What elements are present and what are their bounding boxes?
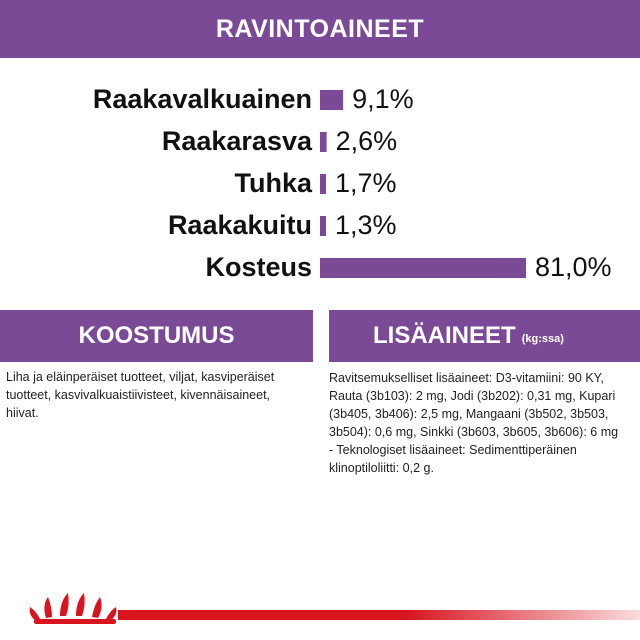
- category-label: Raakavalkuainen: [92, 84, 312, 114]
- crown-icon: [20, 585, 130, 630]
- composition-text: [6, 368, 306, 422]
- bar: [320, 90, 343, 110]
- additives-text: [329, 369, 619, 477]
- nutrients-title: RAVINTOAINEET: [215, 14, 425, 43]
- value-label: 1,3%: [335, 210, 397, 240]
- value-label: 81,0%: [535, 252, 612, 282]
- value-label: 1,7%: [335, 168, 397, 198]
- value-label: 2,6%: [335, 126, 398, 156]
- composition-line: tuotteet, kasvivalkuaistiivisteet, kivennäisaineet, hiivat.: [6, 388, 271, 420]
- category-label: Raakarasva: [161, 126, 312, 156]
- bar: [320, 174, 326, 194]
- additives-line: 3b504): 0,6 mg, Sinkki (3b603, 3b605, 3b606): 6 mg: [329, 425, 619, 439]
- bar: [320, 216, 326, 236]
- category-label: Kosteus: [205, 252, 312, 282]
- category-label: Raakakuitu: [167, 210, 312, 240]
- additives-line: Ravitsemukselliset lisäaineet: D3-vitamiini: 90 KY,: [329, 371, 604, 385]
- composition-banner: [0, 310, 313, 362]
- value-label: 9,1%: [352, 84, 414, 114]
- footer-line: [118, 610, 640, 620]
- composition-line: Liha ja eläinperäiset tuotteet, viljat, kasviperäiset: [6, 370, 275, 384]
- category-label: Tuhka: [234, 168, 312, 198]
- additives-line: - Teknologiset lisäaineet: Sedimenttiperäinen: [329, 443, 577, 457]
- additives-line: klinoptiloliitti: 0,2 g.: [329, 461, 434, 475]
- bar: [320, 258, 526, 278]
- composition-title: KOOSTUMUS: [78, 322, 235, 349]
- additives-subtitle: (kg:ssa): [521, 333, 564, 345]
- nutrients-bar-chart: [0, 72, 640, 297]
- additives-title: LISÄAINEET: [373, 322, 516, 349]
- additives-line: (3b405, 3b406): 2,5 mg, Mangaani (3b502, 3b503,: [329, 407, 609, 421]
- additives-line: Rauta (3b103): 2 mg, Jodi (3b202): 0,31 mg, Kupari: [329, 389, 616, 403]
- additives-banner: [329, 310, 640, 362]
- nutrients-banner: [0, 0, 640, 58]
- bar: [320, 132, 327, 152]
